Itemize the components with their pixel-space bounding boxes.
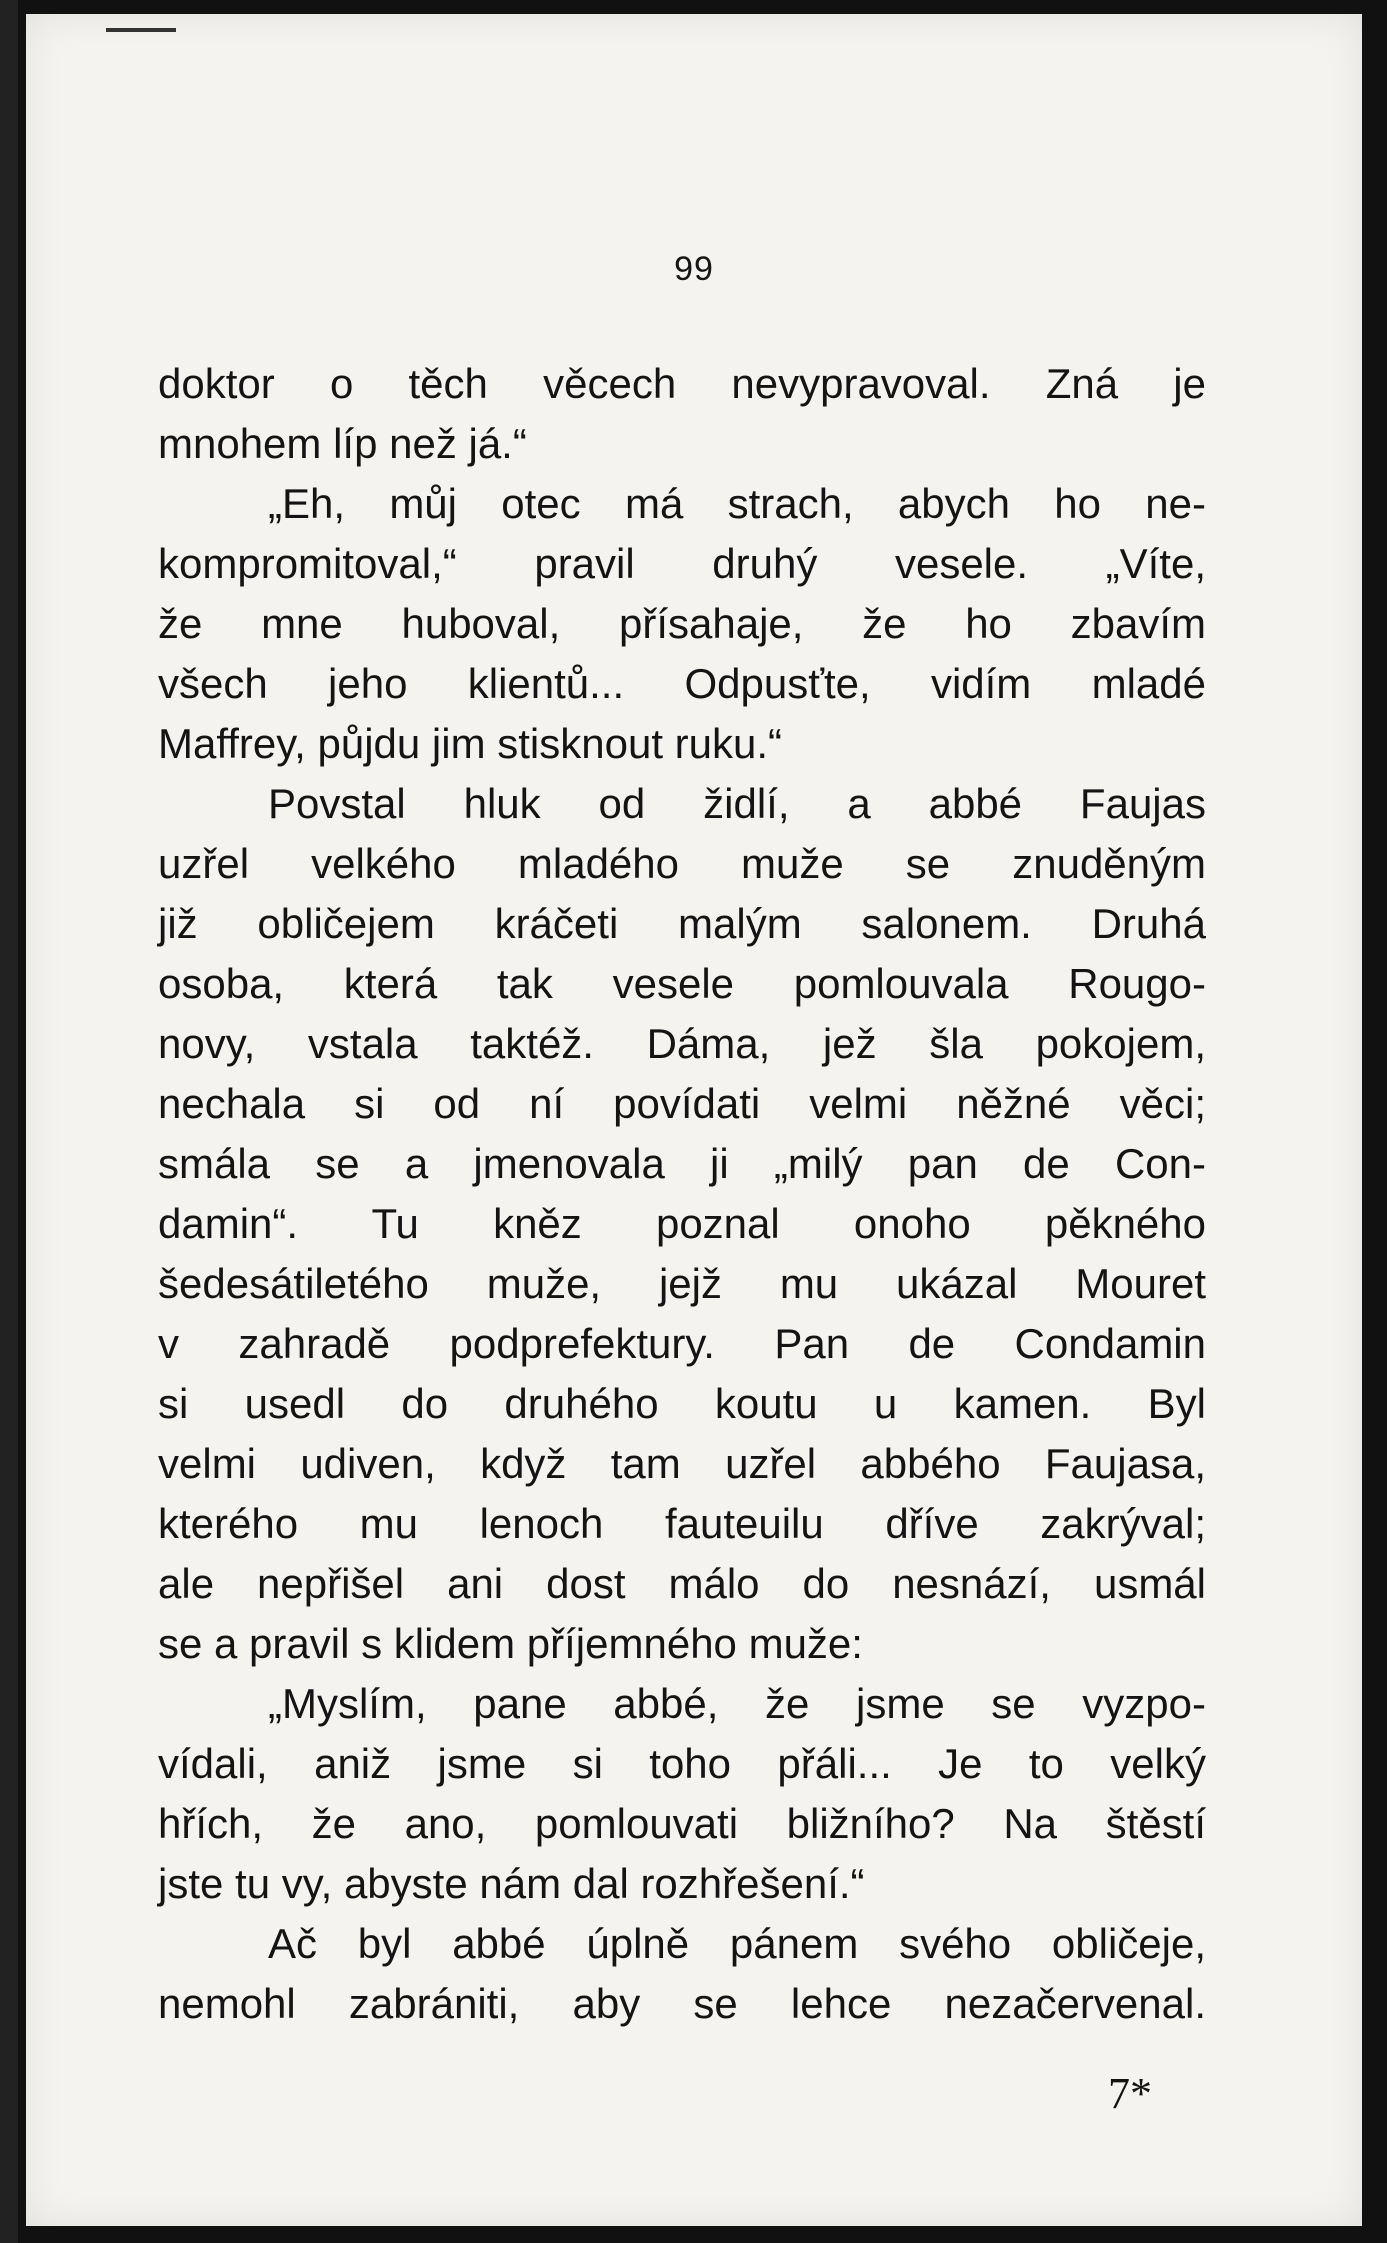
text-line: mnohem líp než já.“: [158, 420, 527, 467]
text-line: „Myslím, pane abbé, že jsme se vyzpo-: [268, 1680, 1206, 1727]
text-line: nechala si od ní povídati velmi něžné věci;: [158, 1080, 1206, 1127]
page-number: 99: [674, 250, 714, 288]
scan-left-edge: [0, 0, 18, 2243]
text-line: nemohl zabrániti, aby se lehce nezačervenal.: [158, 1980, 1206, 2027]
text-line: „Eh, můj otec má strach, abych ho ne-: [268, 480, 1206, 527]
text-line: vídali, aniž jsme si toho přáli... Je to velký: [158, 1740, 1206, 1787]
text-line: novy, vstala taktéž. Dáma, jež šla pokojem,: [158, 1020, 1206, 1067]
text-line: ale nepřišel ani dost málo do nesnází, usmál: [158, 1560, 1206, 1607]
text-line: Ač byl abbé úplně pánem svého obličeje,: [268, 1920, 1206, 1967]
text-line: kompromitoval,“ pravil druhý vesele. „Víte,: [158, 540, 1206, 587]
text-line: že mne huboval, přísahaje, že ho zbavím: [158, 600, 1206, 647]
text-line: Povstal hluk od židlí, a abbé Faujas: [268, 780, 1206, 827]
text-line: smála se a jmenovala ji „milý pan de Con-: [158, 1140, 1206, 1187]
text-line: si usedl do druhého koutu u kamen. Byl: [158, 1380, 1206, 1427]
text-line: v zahradě podprefektury. Pan de Condamin: [158, 1320, 1206, 1367]
text-line: velmi udiven, když tam uzřel abbého Faujasa,: [158, 1440, 1206, 1487]
text-line: uzřel velkého mladého muže se znuděným: [158, 840, 1206, 887]
book-page: [26, 14, 1362, 2226]
text-line: doktor o těch věcech nevypravoval. Zná je: [158, 360, 1206, 407]
text-line: jste tu vy, abyste nám dal rozhřešení.“: [158, 1860, 865, 1907]
text-line: kterého mu lenoch fauteuilu dříve zakrýval;: [158, 1500, 1206, 1547]
text-line: se a pravil s klidem příjemného muže:: [158, 1620, 863, 1667]
scan-top-mark: [106, 28, 176, 32]
text-line: již obličejem kráčeti malým salonem. Druhá: [158, 900, 1206, 947]
text-line: osoba, která tak vesele pomlouvala Rougo-: [158, 960, 1206, 1007]
text-line: damin“. Tu kněz poznal onoho pěkného: [158, 1200, 1206, 1247]
signature-mark: 7*: [1108, 2069, 1152, 2118]
text-line: hřích, že ano, pomlouvati bližního? Na štěstí: [158, 1800, 1206, 1847]
text-line: šedesátiletého muže, jejž mu ukázal Mouret: [158, 1260, 1206, 1307]
text-line: Maffrey, půjdu jim stisknout ruku.“: [158, 720, 783, 767]
text-line: všech jeho klientů... Odpusťte, vidím mladé: [158, 660, 1206, 707]
